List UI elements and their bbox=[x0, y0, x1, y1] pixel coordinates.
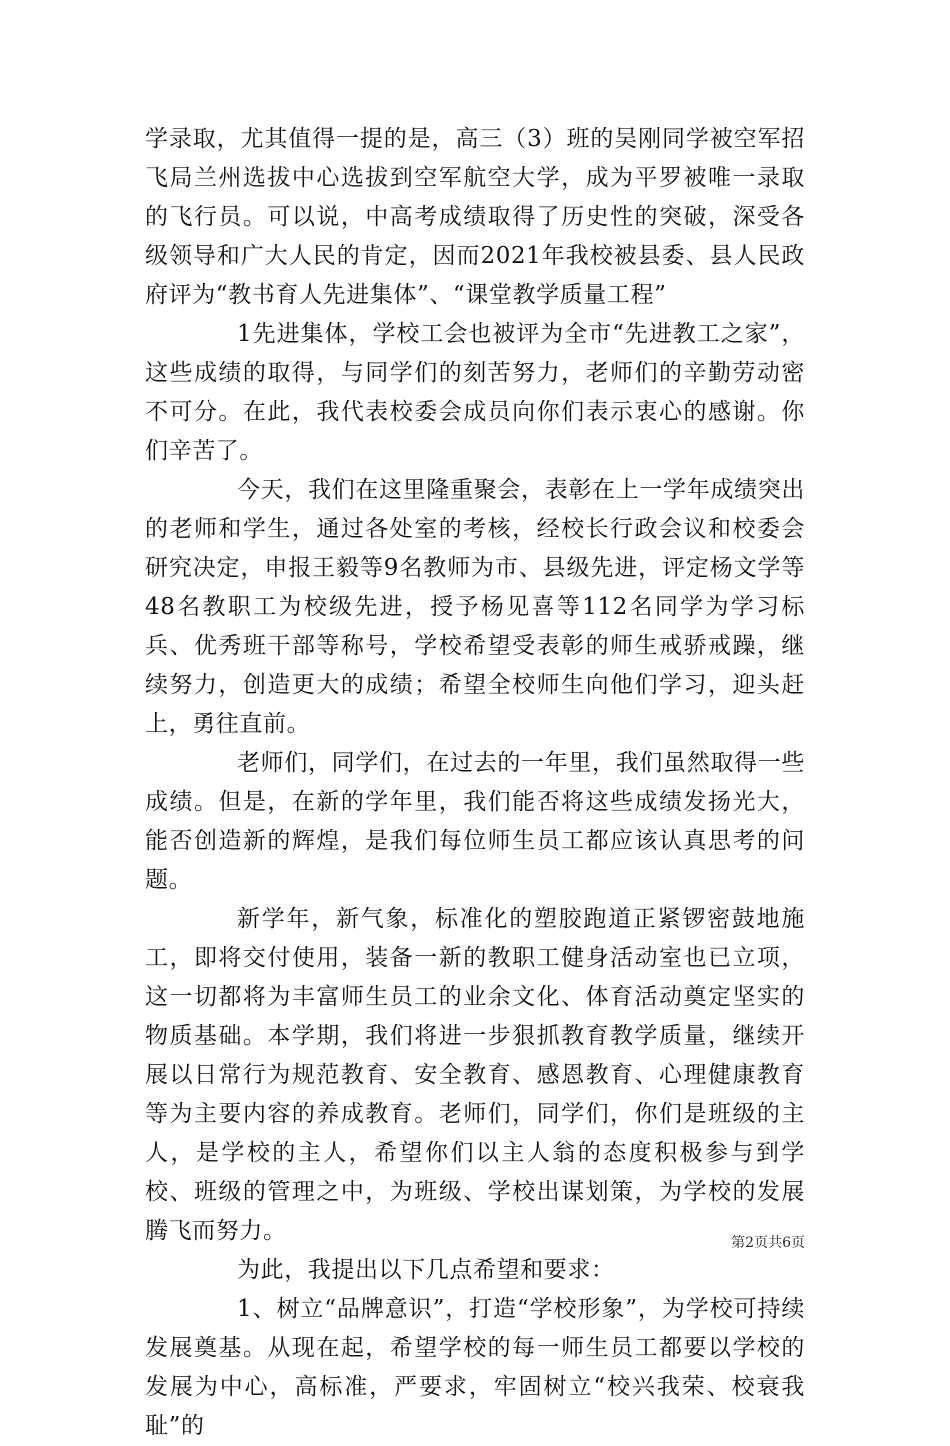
paragraph: 为此，我提出以下几点希望和要求： bbox=[237, 1257, 615, 1283]
paragraph: 1、树立“品牌意识”，打造“学校形象”，为学校可持续发展奠基。从现在起，希望学校的每一师生员工都要以学校的发展为中心，高标准，严要求，牢固树立“校兴我荣、校衰我耻”的 bbox=[145, 1296, 805, 1439]
paragraph-continued: 学录取，尤其值得一提的是，高三（3）班的吴刚同学被空军招飞局兰州选拔中心选拔到空军航空大学，成为平罗被唯一录取的飞行员。可以说，中高考成绩取得了历史性的突破，深受各级领导和广大人民的肯定，因而2021年我校被县委、县人民政府评为“教书育人先进集体”、“课堂教学质量工程” bbox=[145, 126, 805, 308]
paragraph: 今天，我们在这里隆重聚会，表彰在上一学年成绩突出的老师和学生，通过各处室的考核，经校长行政会议和校委会研究决定，申报王毅等9名教师为市、县级先进，评定杨文学等48名教职工为校级先进，授予杨见喜等112名同学为学习标兵、优秀班干部等称号，学校希望受表彰的师生戒骄戒躁，继续努力，创造更大的成绩；希望全校师生向他们学习，迎头赶上，勇往直前。 bbox=[145, 477, 805, 737]
page-number-footer: 第2页共6页 bbox=[731, 1235, 805, 1251]
paragraph: 老师们，同学们，在过去的一年里，我们虽然取得一些成绩。但是，在新的学年里，我们能否将这些成绩发扬光大，能否创造新的辉煌，是我们每位师生员工都应该认真思考的问题。 bbox=[145, 750, 805, 893]
paragraph: 新学年，新气象，标准化的塑胶跑道正紧锣密鼓地施工，即将交付使用，装备一新的教职工健身活动室也已立项，这一切都将为丰富师生员工的业余文化、体育活动奠定坚实的物质基础。本学期，我们将进一步狠抓教育教学质量，继续开展以日常行为规范教育、安全教育、感恩教育、心理健康教育等为主要内容的养成教育。老师们，同学们，你们是班级的主人，是学校的主人，希望你们以主人翁的态度积极参与到学校、班级的管理之中，为班级、学校出谋划策，为学校的发展腾飞而努力。 bbox=[145, 906, 805, 1244]
paragraph: 1先进集体，学校工会也被评为全市“先进教工之家”，这些成绩的取得，与同学们的刻苦努力，老师们的辛勤劳动密不可分。在此，我代表校委会成员向你们表示衷心的感谢。你们辛苦了。 bbox=[145, 321, 805, 464]
